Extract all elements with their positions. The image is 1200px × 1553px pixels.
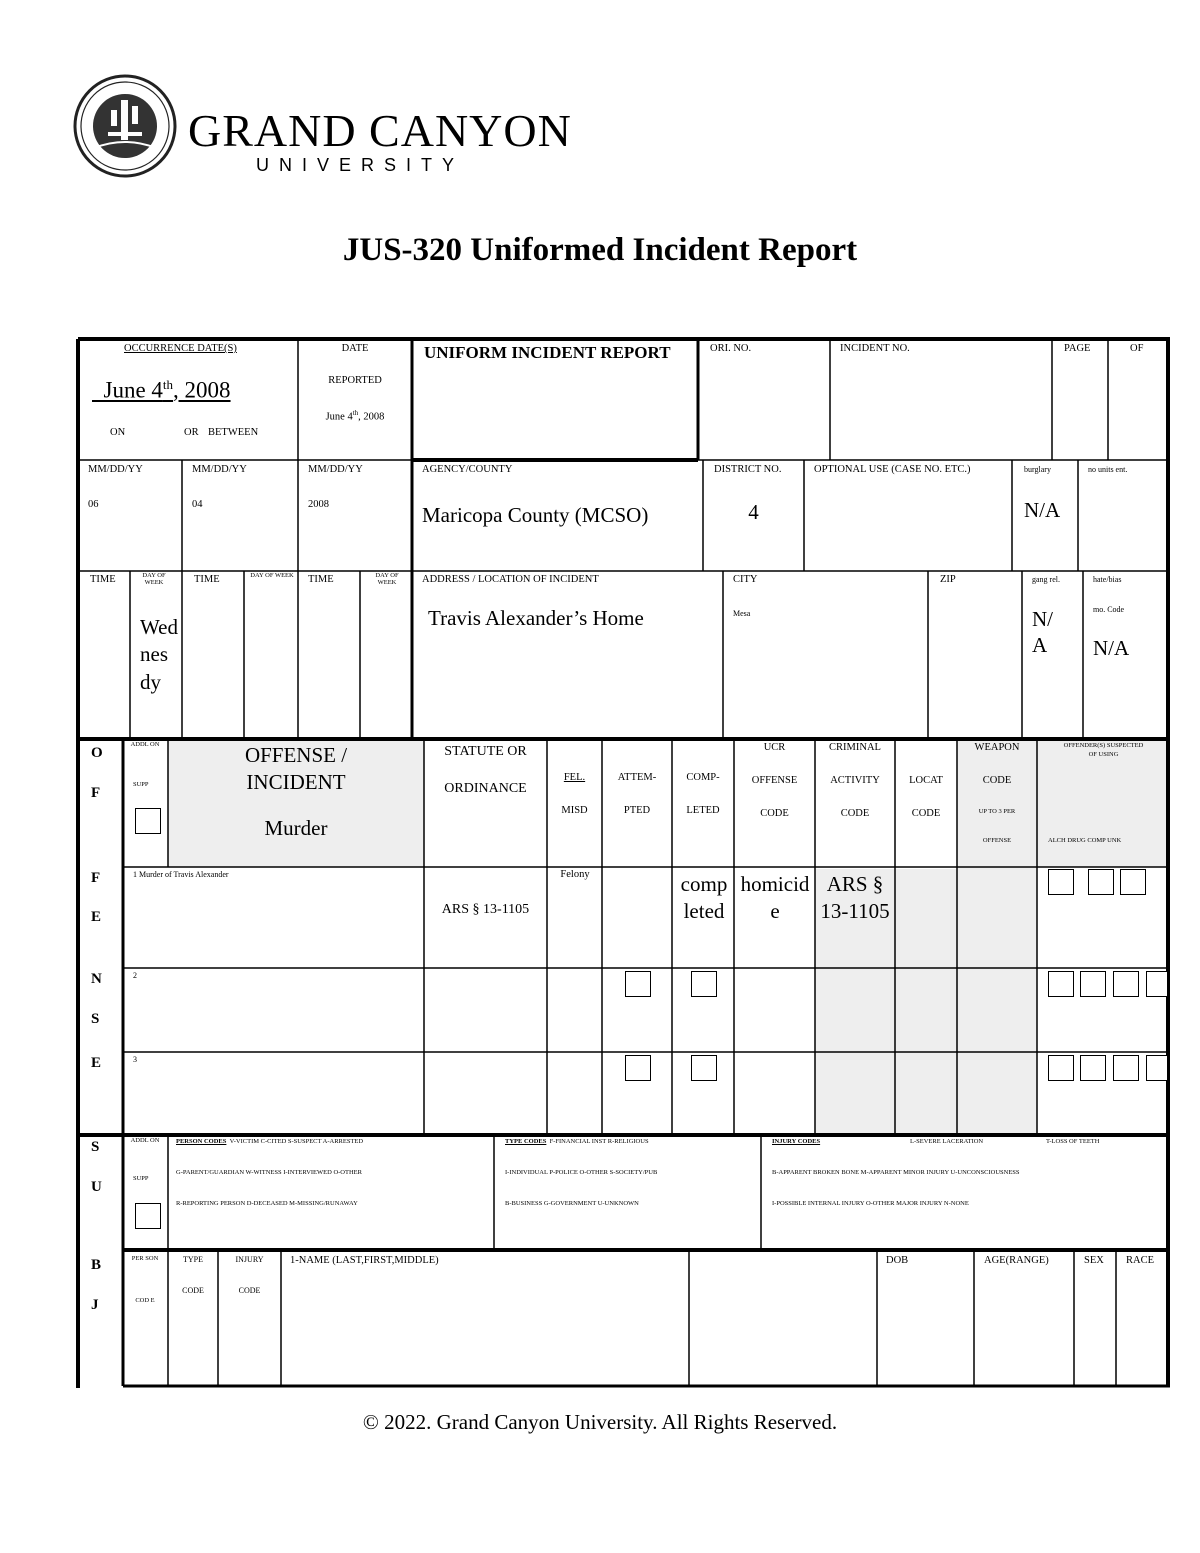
subject-addl-on-label: ADDL ON — [130, 1137, 160, 1144]
mmddyy-value-3[interactable]: 2008 — [308, 499, 329, 510]
page-title: JUS-320 Uniformed Incident Report — [342, 232, 858, 268]
date-reported-label-2: REPORTED — [328, 375, 382, 386]
date-reported-value[interactable]: June 4th, 2008 — [325, 409, 385, 423]
city-label: CITY — [733, 574, 758, 585]
hate-bias-label: hate/bias — [1093, 575, 1122, 584]
offense-row-3-drug-checkbox[interactable] — [1080, 1055, 1106, 1081]
subject-supp-label: SUPP — [133, 1175, 149, 1182]
subject-side-letter-b: B — [91, 1257, 102, 1273]
offense-row-1-description[interactable]: 1 Murder of Travis Alexander — [133, 870, 229, 879]
supp-label: SUPP — [133, 781, 149, 788]
offense-row-2-alcohol-checkbox[interactable] — [1048, 971, 1074, 997]
offense-row-2-unknown-checkbox[interactable] — [1146, 971, 1167, 997]
person-codes-legend-1: PERSON CODES V-VICTIM C-CITED S-SUSPECT A-ARRESTED — [176, 1138, 364, 1145]
occurrence-date-label: OCCURRENCE DATE(S) — [124, 343, 237, 354]
offense-row-1-ucr-code[interactable]: homicide — [740, 872, 810, 923]
type-codes-legend-1: TYPE CODES F-FINANCIAL INST R-RELIGIOUS — [505, 1138, 649, 1145]
logo-subtitle: UNIVERSITY — [256, 155, 465, 175]
offense-row-2-drug-checkbox[interactable] — [1080, 971, 1106, 997]
misd-label: MISD — [561, 805, 588, 816]
addl-on-label: ADDL ON — [130, 741, 160, 748]
subject-side-letter-s: S — [91, 1139, 100, 1155]
race-label: RACE — [1126, 1255, 1155, 1266]
day-of-week-label-2: DAY OF WEEK — [250, 572, 294, 579]
offense-row-3-attempted-checkbox[interactable] — [625, 1055, 651, 1081]
offense-row-1-alcohol-checkbox[interactable] — [1048, 869, 1074, 895]
age-range-label: AGE(RANGE) — [984, 1255, 1049, 1266]
offense-row-1-criminal-activity[interactable]: ARS § 13-1105 — [820, 872, 890, 923]
day-of-week-value[interactable]: Wednesdy — [140, 615, 178, 694]
logo-wordmark: GRAND CANYON — [188, 105, 572, 156]
completed-label-2: LETED — [686, 805, 720, 816]
ucr-label-3: CODE — [760, 808, 789, 819]
offense-row-1-statute[interactable]: ARS § 13-1105 — [441, 902, 530, 917]
weapon-code-label-3: UP TO 3 PER — [978, 808, 1016, 815]
offense-supp-checkbox[interactable] — [135, 808, 161, 834]
page-label: PAGE — [1064, 343, 1091, 354]
criminal-activity-label-1: CRIMINAL — [829, 742, 881, 753]
fel-label: FEL. — [563, 772, 586, 783]
mmddyy-label-3: MM/DD/YY — [308, 464, 363, 475]
offense-row-3-completed-checkbox[interactable] — [691, 1055, 717, 1081]
person-code-label-2: COD E — [135, 1297, 155, 1304]
mmddyy-value-2[interactable]: 04 — [192, 499, 203, 510]
district-no-label: DISTRICT NO. — [714, 464, 782, 475]
person-codes-legend-3: R-REPORTING PERSON D-DECEASED M-MISSING/RUNAWAY — [176, 1200, 358, 1207]
sex-label: SEX — [1084, 1255, 1104, 1266]
injury-code-label-2: CODE — [238, 1286, 261, 1295]
gang-related-label: gang rel. — [1032, 575, 1060, 584]
offender-suspected-label-1: OFFENDER(S) SUSPECTED — [1063, 742, 1144, 749]
offense-row-2-computer-checkbox[interactable] — [1113, 971, 1139, 997]
agency-county-value[interactable]: Maricopa County (MCSO) — [422, 503, 649, 527]
time-label-3: TIME — [308, 574, 334, 585]
mmddyy-label-2: MM/DD/YY — [192, 464, 247, 475]
date-reported-label: DATE — [341, 343, 369, 354]
criminal-activity-label-2: ACTIVITY — [830, 775, 880, 786]
offense-heading-murder: Murder — [264, 816, 328, 840]
offense-side-letter-e: E — [91, 909, 102, 925]
injury-code-label-1: INJURY — [235, 1255, 264, 1264]
mmddyy-label-1: MM/DD/YY — [88, 464, 143, 475]
type-code-label-2: CODE — [182, 1286, 204, 1295]
optional-use-label: OPTIONAL USE (CASE NO. ETC.) — [814, 464, 971, 475]
no-units-label: no units ent. — [1088, 465, 1128, 474]
or-label: OR — [184, 427, 199, 438]
person-codes-legend-2: G-PARENT/GUARDIAN W-WITNESS I-INTERVIEWED O-OTHER — [176, 1169, 362, 1176]
offender-suspected-label-2: OF USING — [1088, 751, 1119, 758]
offense-side-letter-n: N — [91, 971, 102, 987]
location-code-label-2: CODE — [911, 808, 941, 819]
district-no-value[interactable]: 4 — [748, 500, 759, 524]
offense-side-letter-e2: E — [91, 1055, 102, 1071]
injury-codes-legend-3: I-POSSIBLE INTERNAL INJURY O-OTHER MAJOR INJURY N-NONE — [772, 1200, 969, 1207]
weapon-code-label-2: CODE — [982, 775, 1012, 786]
copyright-footer: © 2022. Grand Canyon University. All Rights Reserved. — [362, 1410, 838, 1434]
dob-label: DOB — [886, 1255, 909, 1266]
statute-label-1: STATUTE OR — [444, 744, 527, 759]
subject-side-letter-j: J — [91, 1297, 99, 1313]
burglary-label: burglary — [1024, 465, 1051, 474]
address-value[interactable]: Travis Alexander’s Home — [428, 606, 644, 630]
offense-row-1-drug-checkbox[interactable] — [1088, 869, 1114, 895]
ori-no-label: ORI. NO. — [710, 343, 752, 354]
incident-no-label: INCIDENT NO. — [840, 343, 910, 354]
offense-row-3-number: 3 — [133, 1055, 137, 1064]
offense-row-3-alcohol-checkbox[interactable] — [1048, 1055, 1074, 1081]
subject-side-letter-u: U — [91, 1179, 102, 1195]
offense-side-letter-s: S — [91, 1011, 100, 1027]
injury-codes-title: INJURY CODES — [772, 1138, 821, 1145]
gang-related-value[interactable]: N/A — [1032, 607, 1053, 658]
injury-codes-legend-1a: L-SEVERE LACERATION — [910, 1138, 984, 1145]
ucr-label-2: OFFENSE — [751, 775, 798, 786]
offense-row-1-felony[interactable]: Felony — [560, 869, 590, 880]
burglary-value[interactable]: N/A — [1024, 498, 1061, 522]
offense-row-3-unknown-checkbox[interactable] — [1146, 1055, 1167, 1081]
ucr-label-1: UCR — [763, 742, 786, 753]
completed-label-1: COMP- — [686, 772, 720, 783]
offense-row-3-computer-checkbox[interactable] — [1113, 1055, 1139, 1081]
mmddyy-value-1[interactable]: 06 — [88, 499, 99, 510]
offense-heading-1: OFFENSE / — [244, 743, 348, 767]
occurrence-date-value[interactable]: June 4th, 2008 — [92, 377, 231, 403]
injury-codes-legend-2: B-APPARENT BROKEN BONE M-APPARENT MINOR INJURY U-UNCONSCIOUSNESS — [772, 1169, 1020, 1176]
subject-supp-checkbox[interactable] — [135, 1203, 161, 1229]
type-codes-legend-2: I-INDIVIDUAL P-POLICE O-OTHER S-SOCIETY/PUB — [505, 1169, 658, 1176]
offense-row-2-attempted-checkbox[interactable] — [625, 971, 651, 997]
attempted-label-1: ATTEM- — [617, 772, 657, 783]
mo-code-label: mo. Code — [1093, 605, 1125, 614]
offense-side-letter-f: F — [91, 785, 101, 801]
offense-side-letter-o: O — [91, 745, 103, 761]
city-value[interactable]: Mesa — [733, 609, 751, 618]
type-codes-legend-3: B-BUSINESS G-GOVERNMENT U-UNKNOWN — [505, 1200, 639, 1207]
day-of-week-label-1: DAY OF WEEK — [142, 572, 166, 586]
time-label-1: TIME — [90, 574, 116, 585]
location-code-label-1: LOCAT — [909, 775, 943, 786]
on-label: ON — [110, 427, 126, 438]
of-label: OF — [1130, 343, 1144, 354]
criminal-activity-label-3: CODE — [840, 808, 870, 819]
time-label-2: TIME — [194, 574, 220, 585]
day-of-week-label-3: DAY OF WEEK — [375, 572, 399, 586]
person-code-label: PER SON — [131, 1255, 159, 1262]
offense-row-2-number: 2 — [133, 971, 137, 980]
between-label: BETWEEN — [208, 427, 259, 438]
type-code-label-1: TYPE — [183, 1255, 203, 1264]
weapon-code-label-1: WEAPON — [974, 742, 1020, 753]
hate-bias-value[interactable]: N/A — [1093, 636, 1130, 660]
weapon-code-label-4: OFFENSE — [982, 837, 1012, 844]
statute-label-2: ORDINANCE — [444, 781, 527, 796]
attempted-label-2: PTED — [623, 805, 651, 816]
subject-name-label: 1-NAME (LAST,FIRST,MIDDLE) — [290, 1255, 439, 1266]
injury-codes-legend-1b: T-LOSS OF TEETH — [1046, 1138, 1100, 1145]
offense-row-1-computer-checkbox[interactable] — [1120, 869, 1146, 895]
offense-row-1-completed[interactable]: completed — [680, 872, 728, 923]
uniform-incident-report-heading: UNIFORM INCIDENT REPORT — [424, 343, 671, 362]
offense-heading-2: INCIDENT — [246, 770, 346, 794]
offense-row-2-completed-checkbox[interactable] — [691, 971, 717, 997]
agency-county-label: AGENCY/COUNTY — [422, 464, 513, 475]
offender-suspected-label-3: ALCH DRUG COMP UNK — [1048, 837, 1122, 844]
zip-label: ZIP — [940, 574, 956, 585]
offense-side-letter-f2: F — [91, 870, 101, 886]
address-label: ADDRESS / LOCATION OF INCIDENT — [422, 574, 599, 585]
